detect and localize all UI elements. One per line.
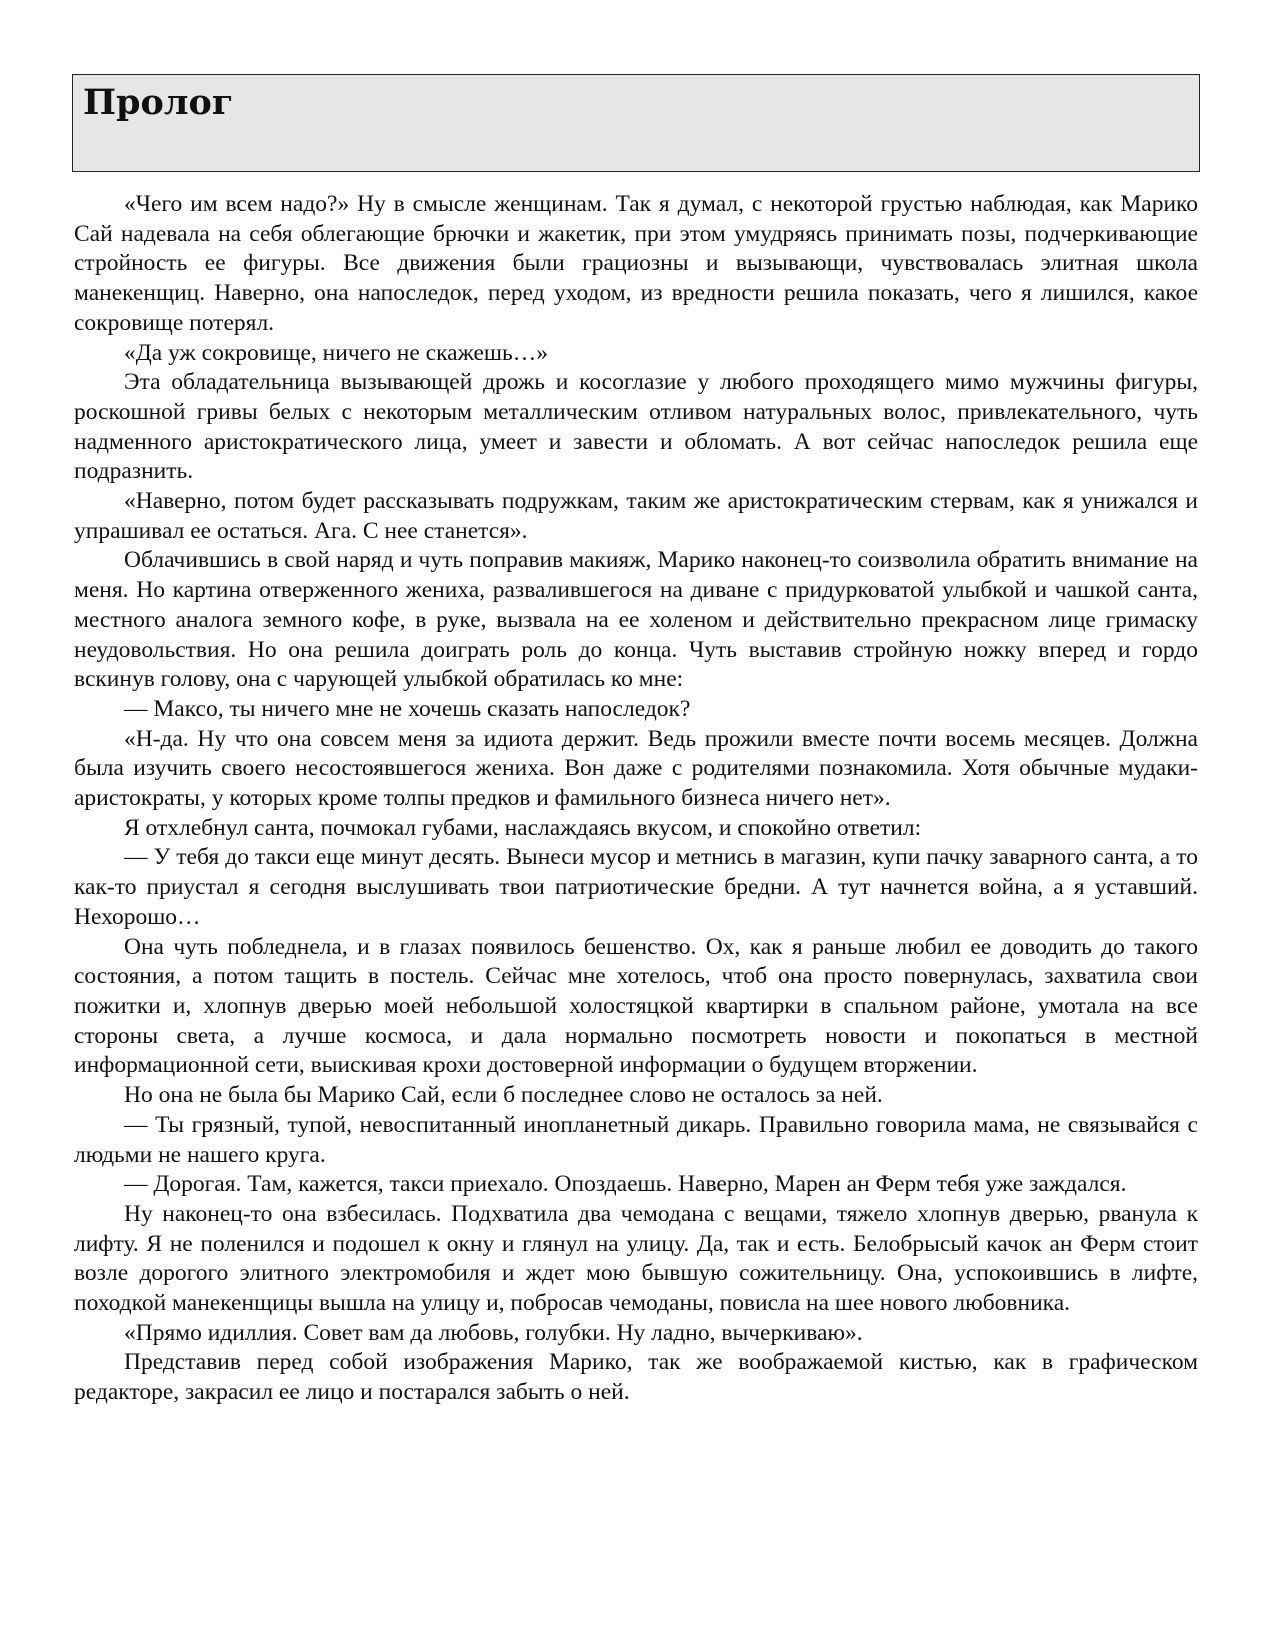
paragraph: Облачившись в свой наряд и чуть поправив макияж, Марико наконец-то соизволила обратить внимание на меня. Но картина отверженного жениха, развалившегося на диване с придурковатой улыбкой и чашкой санта, местного аналога земного кофе, в руке, вызвала на ее холеном и действительно прекрасном лице гримаску неудовольствия. Но она решила доиграть роль до конца. Чуть выставив стройную ножку вперед и гордо вскинув голову, она с чарующей улыбкой обратилась ко мне: bbox=[74, 547, 1198, 693]
paragraph: Ну наконец-то она взбесилась. Подхватила два чемодана с вещами, тяжело хлопнув дверью, рванула к лифту. Я не поленился и подошел к окну и глянул на улицу. Да, так и есть. Белобрысый качок ан Ферм стоит возле дорогого элитного электромобиля и ждет мою бывшую сожительницу. Она, успокоившись в лифте, походкой манекенщицы вышла на улицу и, побросав чемоданы, повисла на шее нового любовника. bbox=[74, 1200, 1198, 1317]
paragraph: — Ты грязный, тупой, невоспитанный инопланетный дикарь. Правильно говорила мама, не связывайся с людьми не нашего круга. bbox=[74, 1111, 1198, 1168]
paragraph: «Чего им всем надо?» Ну в смысле женщинам. Так я думал, с некоторой грустью наблюдая, как Марико Сай надевала на себя облегающие брючки и жакетик, при этом умудряясь принимать позы, подчеркивающие стройность ее фигуры. Все движения были грациозны и вызывающи, чувствовалась элитная школа манекенщиц. Наверно, она напоследок, перед уходом, из вредности решила показать, чего я лишился, какое сокровище потерял. bbox=[74, 191, 1198, 336]
paragraph: Представив перед собой изображения Марико, так же воображаемой кистью, как в графическом редакторе, закрасил ее лицо и постарался забыть о ней. bbox=[74, 1349, 1198, 1406]
paragraph: Я отхлебнул санта, почмокал губами, наслаждаясь вкусом, и спокойно ответил: bbox=[124, 814, 922, 841]
chapter-body bbox=[74, 190, 1198, 1408]
paragraph: Эта обладательница вызывающей дрожь и косоглазие у любого проходящего мимо мужчины фигуры, роскошной гривы белых с некоторым металлическим отливом натуральных волос, привлекательного, чуть надменного аристократического лица, умеет и завести и обломать. А вот сейчас напоследок решила еще подразнить. bbox=[74, 369, 1198, 485]
paragraph: «Прямо идиллия. Совет вам да любовь, голубки. Ну ладно, вычеркиваю». bbox=[124, 1319, 863, 1346]
paragraph: — Дорогая. Там, кажется, такси приехало. Опоздаешь. Наверно, Марен ан Ферм тебя уже заждался. bbox=[124, 1171, 1127, 1198]
chapter-title-box bbox=[72, 74, 1200, 172]
paragraph: — Максо, ты ничего мне не хочешь сказать напоследок? bbox=[124, 695, 691, 722]
paragraph: Она чуть побледнела, и в глазах появилось бешенство. Ох, как я раньше любил ее доводить до такого состояния, а потом тащить в постель. Сейчас мне хотелось, чтоб она просто повернулась, захватила свои пожитки и, хлопнув дверью моей небольшой холостяцкой квартирки в спальном районе, умотала на все стороны света, а лучше космоса, и дала нормально посмотреть новости и покопаться в местной информационной сети, выискивая крохи достоверной информации о будущем вторжении. bbox=[74, 933, 1198, 1079]
paragraph: «Н-да. Ну что она совсем меня за идиота держит. Ведь прожили вместе почти восемь месяцев. Должна была изучить своего несостоявшегося жениха. Вон даже с родителями познакомила. Хотя обычные мудаки-аристократы, у которых кроме толпы предков и фамильного бизнеса ничего нет». bbox=[74, 725, 1198, 812]
chapter-title: Пролог bbox=[83, 82, 234, 123]
paragraph: «Да уж сокровище, ничего не скажешь…» bbox=[124, 339, 548, 366]
paragraph: «Наверно, потом будет рассказывать подружкам, таким же аристократическим стервам, как я унижался и упрашивал ее остаться. Ага. С нее станется». bbox=[74, 488, 1198, 544]
paragraph: Но она не была бы Марико Сай, если б последнее слово не осталось за ней. bbox=[124, 1082, 883, 1109]
paragraph: — У тебя до такси еще минут десять. Вынеси мусор и метнись в магазин, купи пачку заварного санта, а то как-то приустал я сегодня выслушивать твои патриотические бредни. А тут начнется война, а я уставший. Нехорошо… bbox=[74, 844, 1198, 930]
